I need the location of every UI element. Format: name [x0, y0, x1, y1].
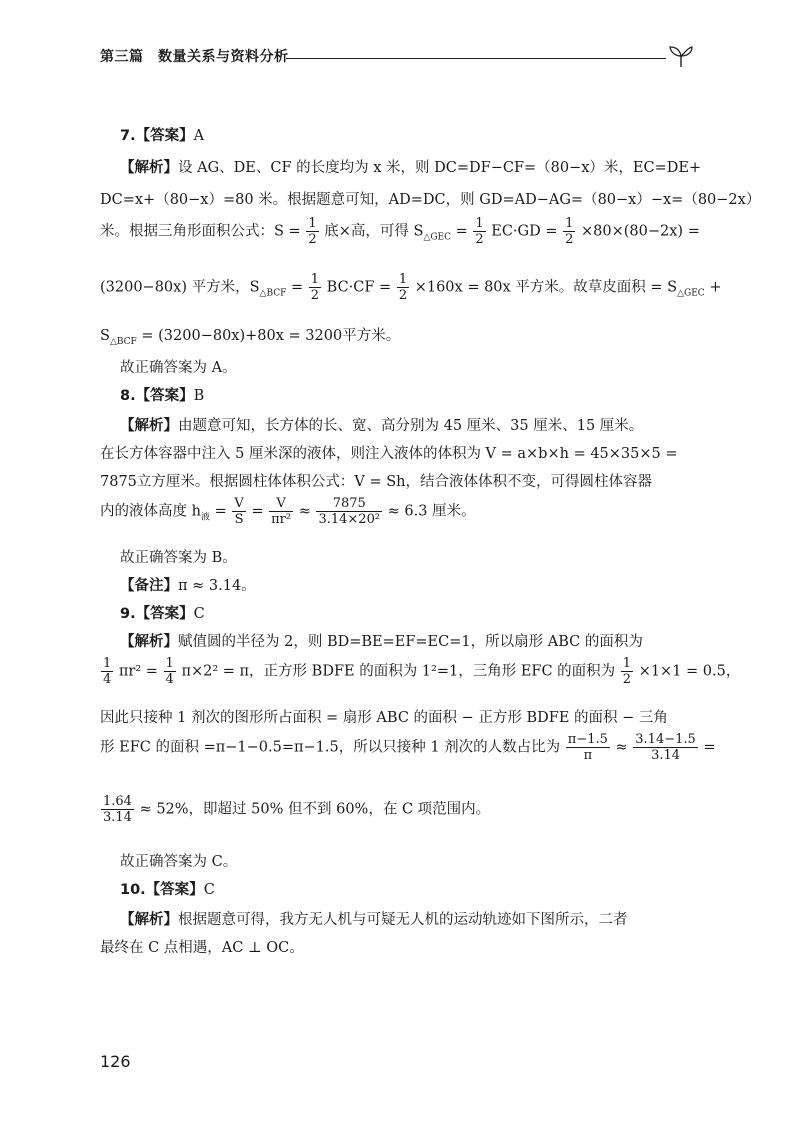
q9-line-2: $\frac{1}{4}$ πr² = $\frac{1}{4}$ π×2² = π，正方形 BDFE 的面积为 1²=1，三角形 EFC 的面积为 $\frac{1}{2}$ ×1×1 = 0.5， [103, 656, 741, 687]
q10-line-2: 最终在 C 点相遇，AC ⊥ OC。 [100, 940, 304, 956]
running-header [100, 44, 700, 70]
q9-line-4: 形 EFC 的面积 =π−1−0.5=π−1.5，所以只接种 1 剂次的人数占比为 $\frac{\pi-1.5}{\pi}$ ≈ $\frac{3.14-1.5}{3.14}$ = [100, 732, 716, 763]
q8-line-4: 内的液体高度 $h_液$ = $\frac{V}{S}$ = $\frac{V}{\text{πr²}}$ ≈ $\frac{7875}{\text{3.14×20²}}$ ≈ 6.3 厘米。 [100, 496, 476, 527]
fraction: $\frac{V}{\text{πr²}}$ [271, 496, 292, 527]
fraction: $\frac{V}{S}$ [234, 496, 244, 527]
sprout-icon [668, 44, 694, 68]
q7-conclusion: 故正确答案为 A。 [120, 360, 237, 376]
q7-line-2: DC=x+（80−x）=80 米。根据题意可知，AD=DC，则 GD=AD−AG=（80−x）−x=（80−2x） [100, 192, 761, 208]
fraction: $\frac{1}{2}$ [308, 216, 317, 247]
fraction: $\frac{3.14-1.5}{3.14}$ [635, 732, 696, 763]
q10-line-1: 【解析】根据题意可得，我方无人机与可疑无人机的运动轨迹如下图所示，二者 [120, 912, 628, 928]
q9-line-3: 因此只接种 1 剂次的图形所占面积 = 扇形 ABC 的面积 − 正方形 BDFE 的面积 − 三角 [100, 710, 668, 726]
q7-line-4: (3200−80x) 平方米，$S_{\triangle BCF}$ = $\frac{1}{2}$ BC·CF = $\frac{1}{2}$ ×160x = 80x 平方米。故草皮面积 = $S_{\triangle GEC}$ + [100, 272, 722, 303]
section-title: 第三篇 数量关系与资料分析 [100, 49, 289, 65]
page-number: 126 [100, 1052, 131, 1071]
q8-line-2: 在长方体容器中注入 5 厘米深的液体，则注入液体的体积为 V = a×b×h = 45×35×5 = [100, 446, 678, 462]
q9-conclusion: 故正确答案为 C。 [120, 854, 238, 870]
q9-line-5: $\frac{1.64}{3.14}$ ≈ 52%，即超过 50% 但不到 60%，在 C 项范围内。 [103, 794, 491, 825]
q7-line-1: 【解析】设 AG、DE、CF 的长度均为 x 米，则 DC=DF−CF=（80−x）米，EC=DE+ [120, 160, 702, 176]
q8-line-1: 【解析】由题意可知，长方体的长、宽、高分别为 45 厘米、35 厘米、15 厘米。 [120, 418, 644, 434]
fraction: $\frac{1.64}{3.14}$ [103, 794, 132, 825]
q7-line-5: $S_{\triangle BCF} = (3200-80x)+80x = 3200$平方米。 [100, 328, 401, 347]
q7-answer: 7.【答案】A [120, 128, 205, 144]
fraction: $\frac{1}{2}$ [398, 272, 408, 303]
q8-conclusion: 故正确答案为 B。 [120, 550, 237, 566]
header-rule [286, 58, 666, 59]
fraction: $\frac{1}{2}$ [475, 216, 484, 247]
q8-note: 【备注】π ≈ 3.14。 [120, 578, 256, 594]
q9-line-1: 【解析】赋值圆的半径为 2，则 BD=BE=EF=EC=1，所以扇形 ABC 的面积为 [120, 634, 643, 650]
fraction: $\frac{7875}{\text{3.14×20²}}$ [318, 496, 381, 527]
q9-answer: 9.【答案】C [120, 606, 205, 622]
fraction: $\frac{\pi-1.5}{\pi}$ [567, 732, 608, 763]
fraction: $\frac{1}{4}$ [103, 656, 112, 687]
q8-line-3: 7875立方厘米。根据圆柱体体积公式：V = Sh，结合液体体积不变，可得圆柱体容器 [100, 474, 653, 490]
q7-line-3: 米。根据三角形面积公式：S = $\frac{1}{2}$ 底×高，可得 $S_{\triangle GEC}$ = $\frac{1}{2}$ EC·GD = $\frac{1}{2}$ ×80×(80−2x) = [100, 216, 700, 247]
q8-answer: 8.【答案】B [120, 388, 205, 404]
fraction: $\frac{1}{2}$ [310, 272, 320, 303]
fraction: $\frac{1}{2}$ [565, 216, 574, 247]
fraction: $\frac{1}{4}$ [165, 656, 174, 687]
fraction: $\frac{1}{2}$ [622, 656, 632, 687]
q10-answer: 10.【答案】C [120, 882, 215, 898]
